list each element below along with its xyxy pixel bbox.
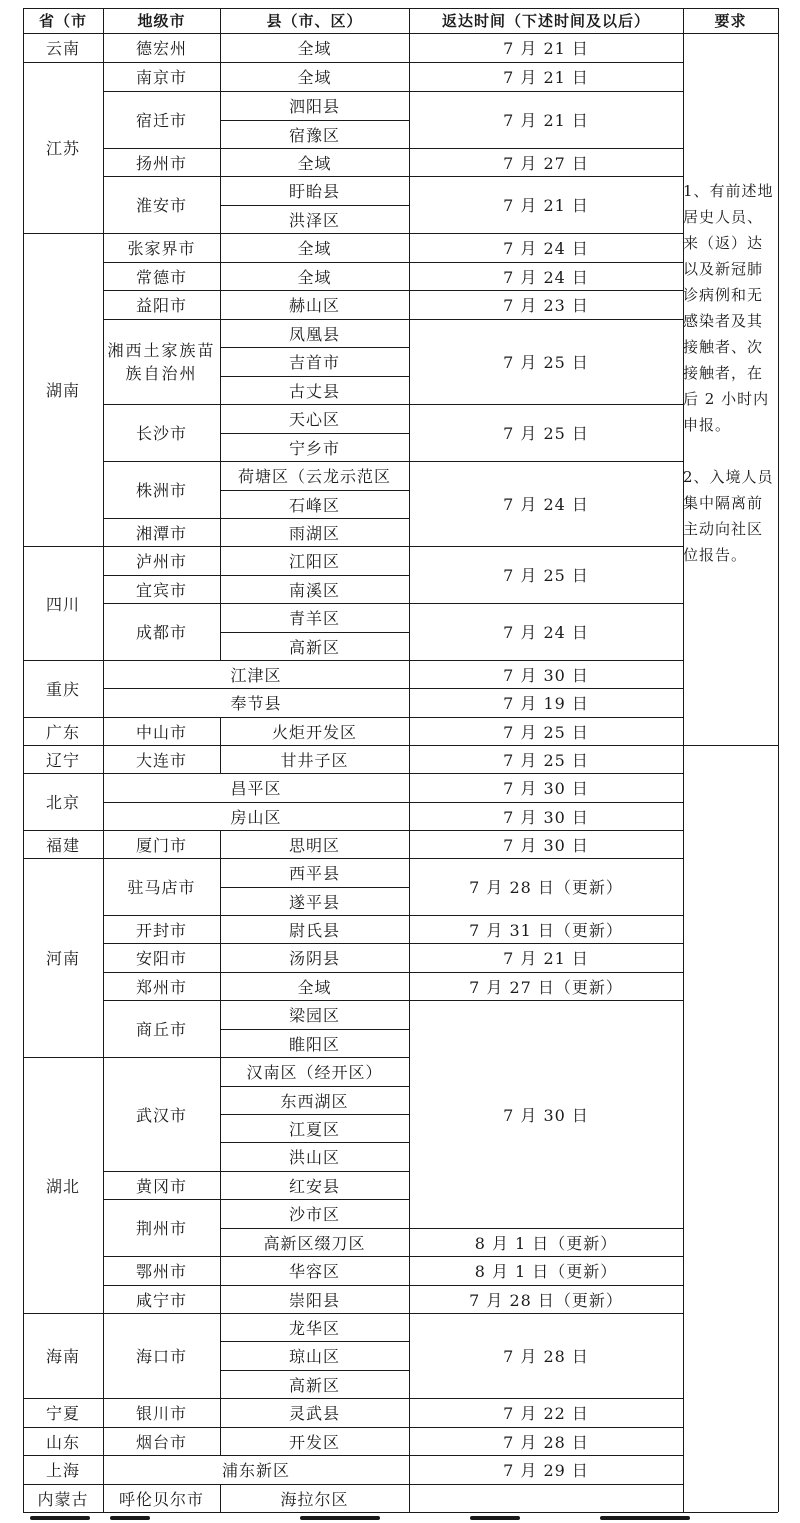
date-cell: 7 月 25 日: [503, 750, 589, 770]
date-cell: 7 月 28 日（更新）: [469, 1290, 623, 1310]
date-cell: 7 月 25 日: [503, 722, 589, 742]
county-cell: 开发区: [288, 1432, 340, 1452]
county-cell: 汤阴县: [288, 949, 340, 968]
county-cell: 全域: [297, 267, 332, 287]
date-cell: 7 月 28 日: [503, 1432, 589, 1452]
province-cell: 湖南: [45, 381, 80, 400]
date-cell: 7 月 21 日: [503, 949, 589, 968]
county-cell: 汉南区（经开区）: [246, 1063, 383, 1082]
date-cell: 7 月 19 日: [503, 694, 589, 713]
city-cell: 长沙市: [135, 424, 187, 443]
city-cell: 郑州市: [135, 977, 187, 997]
city-cell: 黄冈市: [135, 1176, 187, 1196]
city-cell: 张家界市: [127, 239, 196, 258]
county-cell: 灵武县: [288, 1404, 340, 1423]
city-cell: 湘潭市: [135, 523, 187, 543]
county-cell: 全域: [297, 68, 332, 87]
county-cell: 遂平县: [288, 892, 340, 912]
city-cell: 泸州市: [135, 552, 187, 571]
county-cell: 红安县: [288, 1176, 340, 1196]
date-cell: 7 月 30 日: [503, 779, 589, 798]
date-cell: 7 月 23 日: [503, 296, 589, 315]
county-cell: 东西湖区: [280, 1091, 349, 1111]
city-cell: 安阳市: [135, 949, 187, 968]
date-cell: 7 月 21 日: [503, 111, 589, 130]
county-cell: 宁乡市: [288, 438, 340, 458]
city-cell: 湘西土家族苗族自治州: [107, 340, 216, 383]
county-cell: 沙市区: [288, 1205, 340, 1224]
city-cell: 扬州市: [135, 153, 187, 173]
county-cell: 昌平区: [230, 779, 282, 798]
city-cell: 益阳市: [135, 296, 187, 315]
province-cell: 四川: [45, 594, 80, 614]
county-cell: 甘井子区: [280, 750, 349, 770]
county-cell: 洪泽区: [288, 210, 340, 230]
county-cell: 石峰区: [288, 495, 340, 515]
county-cell: 古丈县: [288, 381, 340, 401]
county-cell: 房山区: [230, 807, 282, 827]
province-cell: 广东: [45, 722, 80, 742]
date-cell: 7 月 30 日: [503, 807, 589, 827]
county-cell: 尉氏县: [288, 920, 340, 940]
city-cell: 淮安市: [135, 196, 187, 215]
city-cell: 宜宾市: [135, 580, 187, 600]
date-cell: 7 月 30 日: [503, 1105, 589, 1125]
county-cell: 赫山区: [288, 296, 340, 315]
requirements-text: 1、有前述地 居史人员、 来（返）达 以及新冠肺 诊病例和无 感染者及其 接触者、次 接触者，在 后 2 小时内 申报。 2、入境人员 集中隔离前 主动向社区 位报告。: [683, 182, 774, 564]
date-cell: 7 月 21 日: [503, 196, 589, 215]
date-cell: 7 月 30 日: [503, 665, 589, 685]
date-cell: [409, 1484, 683, 1512]
city-cell: 德宏州: [135, 39, 187, 58]
county-cell: 思明区: [288, 835, 340, 855]
county-cell: 盱眙县: [288, 182, 340, 201]
province-cell: 福建: [45, 835, 80, 855]
date-cell: 8 月 1 日（更新）: [474, 1233, 618, 1253]
county-cell: 宿豫区: [288, 125, 340, 145]
county-cell: 浦东新区: [221, 1461, 290, 1480]
city-cell: 南京市: [135, 68, 187, 87]
cropped-footnote: [0, 1512, 800, 1523]
province-cell: 江苏: [45, 139, 80, 158]
city-cell: 咸宁市: [135, 1290, 187, 1310]
county-cell: 琼山区: [288, 1347, 340, 1366]
date-cell: 7 月 24 日: [503, 495, 589, 514]
date-cell: 7 月 28 日: [503, 1347, 589, 1366]
city-cell: 大连市: [135, 750, 187, 770]
county-cell: 西平县: [288, 864, 340, 883]
county-cell: 奉节县: [230, 694, 282, 713]
city-cell: 开封市: [135, 920, 187, 940]
province-cell: 湖北: [45, 1176, 80, 1196]
date-cell: 8 月 1 日（更新）: [474, 1262, 618, 1281]
date-cell: 7 月 28 日（更新）: [469, 878, 623, 897]
date-cell: 7 月 24 日: [503, 623, 589, 642]
table-top-border: [23, 8, 778, 9]
province-cell: 内蒙古: [37, 1489, 89, 1509]
province-cell: 北京: [45, 793, 80, 812]
city-cell: 商丘市: [135, 1020, 187, 1039]
county-cell: 高新区: [288, 1375, 340, 1395]
county-cell: 崇阳县: [288, 1290, 340, 1310]
column-header: 返达时间（下述时间及以后）: [441, 12, 650, 30]
date-cell: 7 月 25 日: [503, 566, 589, 585]
province-cell: 云南: [45, 39, 80, 58]
province-cell: 辽宁: [45, 750, 80, 770]
province-cell: 上海: [45, 1461, 80, 1480]
date-cell: 7 月 30 日: [503, 835, 589, 855]
requirement-row-border: [683, 33, 778, 34]
city-cell: 鄂州市: [135, 1262, 187, 1281]
county-cell: 全域: [297, 239, 332, 258]
county-cell: 洪山区: [288, 1148, 340, 1167]
county-cell: 华容区: [288, 1262, 340, 1281]
county-cell: 火炬开发区: [271, 722, 357, 742]
date-cell: 7 月 25 日: [503, 353, 589, 372]
column-header: 县（市、区）: [266, 12, 363, 30]
city-cell: 宿迁市: [135, 111, 187, 130]
city-cell: 驻马店市: [127, 878, 196, 897]
county-cell: 吉首市: [288, 353, 340, 372]
column-header: 地级市: [137, 12, 186, 30]
city-cell: 武汉市: [135, 1105, 187, 1125]
date-cell: 7 月 22 日: [503, 1404, 589, 1423]
city-cell: 烟台市: [135, 1432, 187, 1452]
county-cell: 高新区: [288, 637, 340, 657]
requirement-row-border: [683, 745, 778, 746]
city-cell: 常德市: [135, 267, 187, 287]
date-cell: 7 月 21 日: [503, 39, 589, 58]
county-cell: 全域: [297, 977, 332, 997]
date-cell: 7 月 25 日: [503, 424, 589, 443]
county-cell: 龙华区: [288, 1318, 340, 1338]
county-cell: 高新区缀刀区: [263, 1233, 366, 1253]
county-cell: 天心区: [288, 410, 340, 429]
county-cell: 雨湖区: [288, 523, 340, 543]
city-cell: 银川市: [135, 1404, 187, 1423]
county-cell: 荷塘区（云龙示范区: [237, 467, 391, 486]
province-cell: 海南: [45, 1347, 80, 1366]
county-cell: 全域: [297, 39, 332, 58]
date-cell: 7 月 24 日: [503, 239, 589, 258]
county-cell: 凤凰县: [288, 324, 340, 344]
city-cell: 呼伦贝尔市: [118, 1489, 204, 1509]
date-cell: 7 月 27 日（更新）: [469, 977, 623, 997]
city-cell: 厦门市: [135, 835, 187, 855]
county-cell: 梁园区: [288, 1006, 340, 1025]
city-cell: 中山市: [135, 722, 187, 742]
county-cell: 江津区: [230, 665, 282, 685]
city-cell: 海口市: [135, 1347, 187, 1366]
column-header: 省（市: [38, 12, 87, 30]
county-cell: 海拉尔区: [280, 1489, 349, 1509]
column-header: 要求: [714, 12, 747, 30]
date-cell: 7 月 24 日: [503, 267, 589, 287]
province-cell: 宁夏: [45, 1404, 80, 1423]
province-cell: 山东: [45, 1432, 80, 1452]
county-cell: 睢阳区: [288, 1034, 340, 1054]
city-cell: 成都市: [135, 623, 187, 642]
date-cell: 7 月 27 日: [503, 153, 589, 173]
province-cell: 河南: [45, 949, 80, 968]
city-cell: 荆州市: [135, 1219, 187, 1238]
county-cell: 青羊区: [288, 609, 340, 628]
county-cell: 江夏区: [288, 1119, 340, 1139]
county-cell: 江阳区: [288, 552, 340, 571]
province-cell: 重庆: [45, 680, 80, 699]
date-cell: 7 月 29 日: [503, 1461, 589, 1480]
county-cell: 南溪区: [288, 580, 340, 600]
city-cell: 株洲市: [135, 481, 187, 500]
date-cell: 7 月 31 日（更新）: [469, 920, 623, 940]
date-cell: 7 月 21 日: [503, 68, 589, 87]
county-cell: 全域: [297, 153, 332, 173]
county-cell: 泗阳县: [288, 97, 340, 116]
